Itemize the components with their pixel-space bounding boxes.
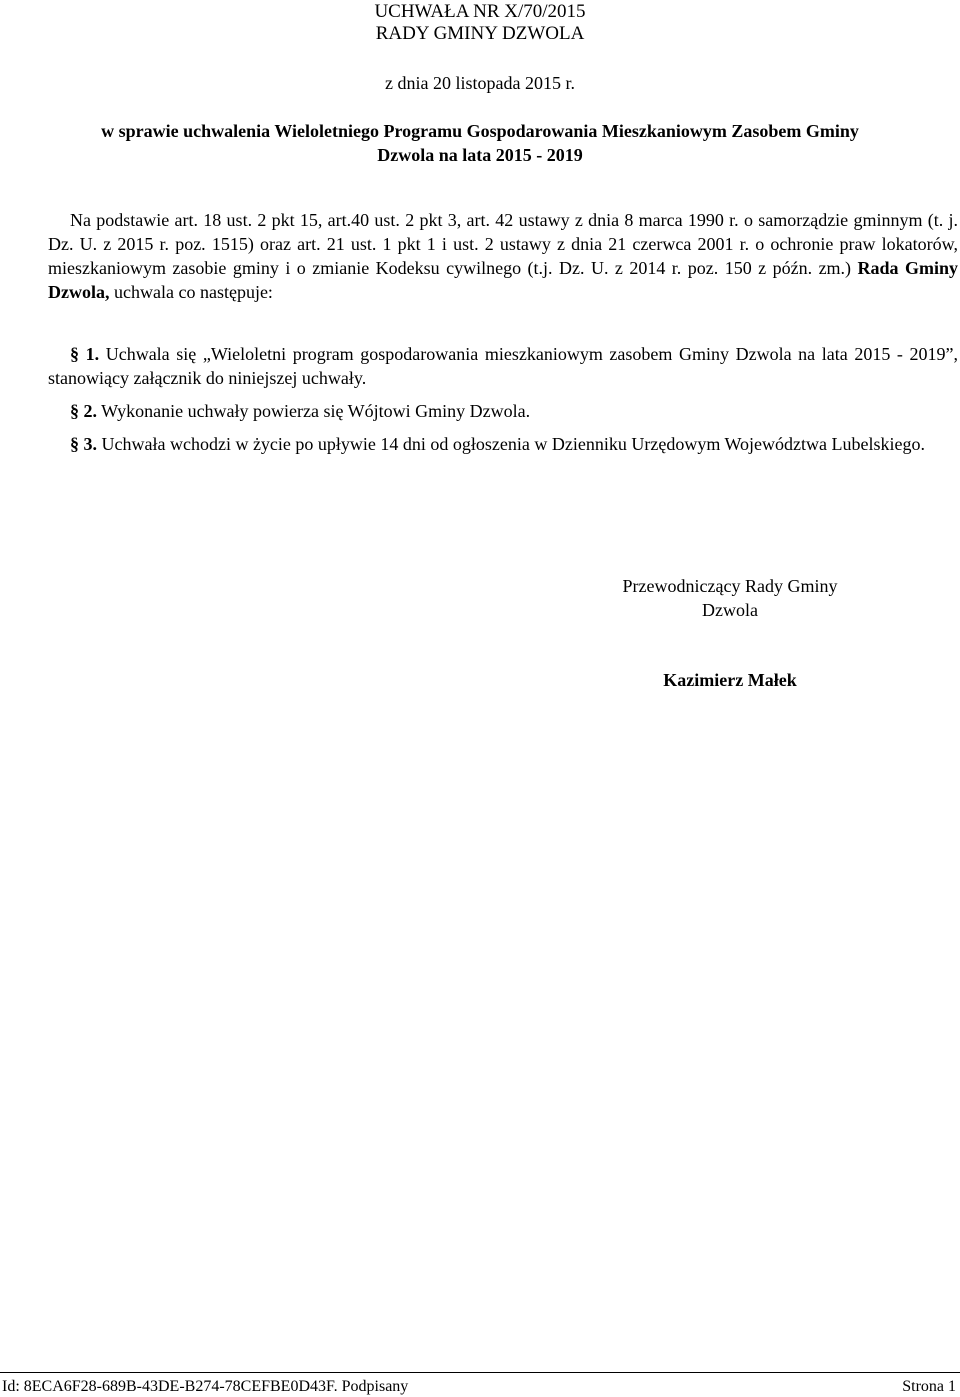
- footer-page-number: Strona 1: [902, 1378, 956, 1395]
- section-3-mark: § 3.: [70, 434, 97, 454]
- section-1-mark: § 1.: [70, 344, 100, 364]
- resolution-title: UCHWAŁA NR X/70/2015: [374, 1, 586, 22]
- footer-divider: [0, 1372, 960, 1373]
- preamble-council: Rada Gminy Dzwola,: [48, 258, 958, 302]
- section-1: [48, 342, 958, 390]
- section-1-text: Uchwala się „Wieloletni program gospodarowania mieszkaniowym zasobem Gminy Dzwola na lata 2015 - 2019”, stanowiący załącznik do niniejszej uchwały.: [48, 344, 959, 388]
- signature-role-line1: Przewodniczący Rady Gminy: [622, 576, 838, 596]
- resolution-date: z dnia 20 listopada 2015 r.: [385, 73, 575, 93]
- preamble-text: Na podstawie art. 18 ust. 2 pkt 15, art.40 ust. 2 pkt 3, art. 42 ustawy z dnia 8 marca 1990 r. o samorządzie gminnym (t. j. Dz. U. z 2015 r. poz. 1515) oraz art. 21 ust. 1 pkt 1 i ust. 2 ustawy z dnia 21 czerwca 2001 r. o ochronie praw lokatorów, mieszkaniowym zasobie gminy i o zmianie Kodeksu cywilnego (t.j. Dz. U. z 2014 r. poz. 150 z późn. zm.): [48, 210, 958, 278]
- subject-text-2: Dzwola na lata 2015 - 2019: [377, 145, 583, 165]
- preamble: [48, 208, 958, 304]
- footer-document-id: Id: 8ECA6F28-689B-43DE-B274-78CEFBE0D43F. Podpisany: [2, 1378, 409, 1395]
- signatory-name: [530, 668, 930, 692]
- section-2: [48, 399, 958, 423]
- subject-text-1: w sprawie uchwalenia Wieloletniego Programu Gospodarowania Mieszkaniowym Zasobem Gminy: [101, 121, 859, 141]
- resolution-subject-line2: [60, 143, 900, 167]
- signatory-name-text: Kazimierz Małek: [663, 670, 797, 690]
- signature-role-line2: Dzwola: [702, 600, 758, 620]
- resolution-subject-line1: [60, 119, 900, 143]
- section-3-text: Uchwała wchodzi w życie po upływie 14 dni od ogłoszenia w Dzienniku Urzędowym Województwa Lubelskiego.: [97, 434, 925, 454]
- section-2-mark: § 2.: [70, 401, 97, 421]
- council-title: RADY GMINY DZWOLA: [375, 23, 585, 44]
- section-3: [48, 432, 958, 456]
- preamble-tail: uchwala co następuje:: [109, 282, 273, 302]
- section-2-text: Wykonanie uchwały powierza się Wójtowi Gminy Dzwola.: [97, 401, 531, 421]
